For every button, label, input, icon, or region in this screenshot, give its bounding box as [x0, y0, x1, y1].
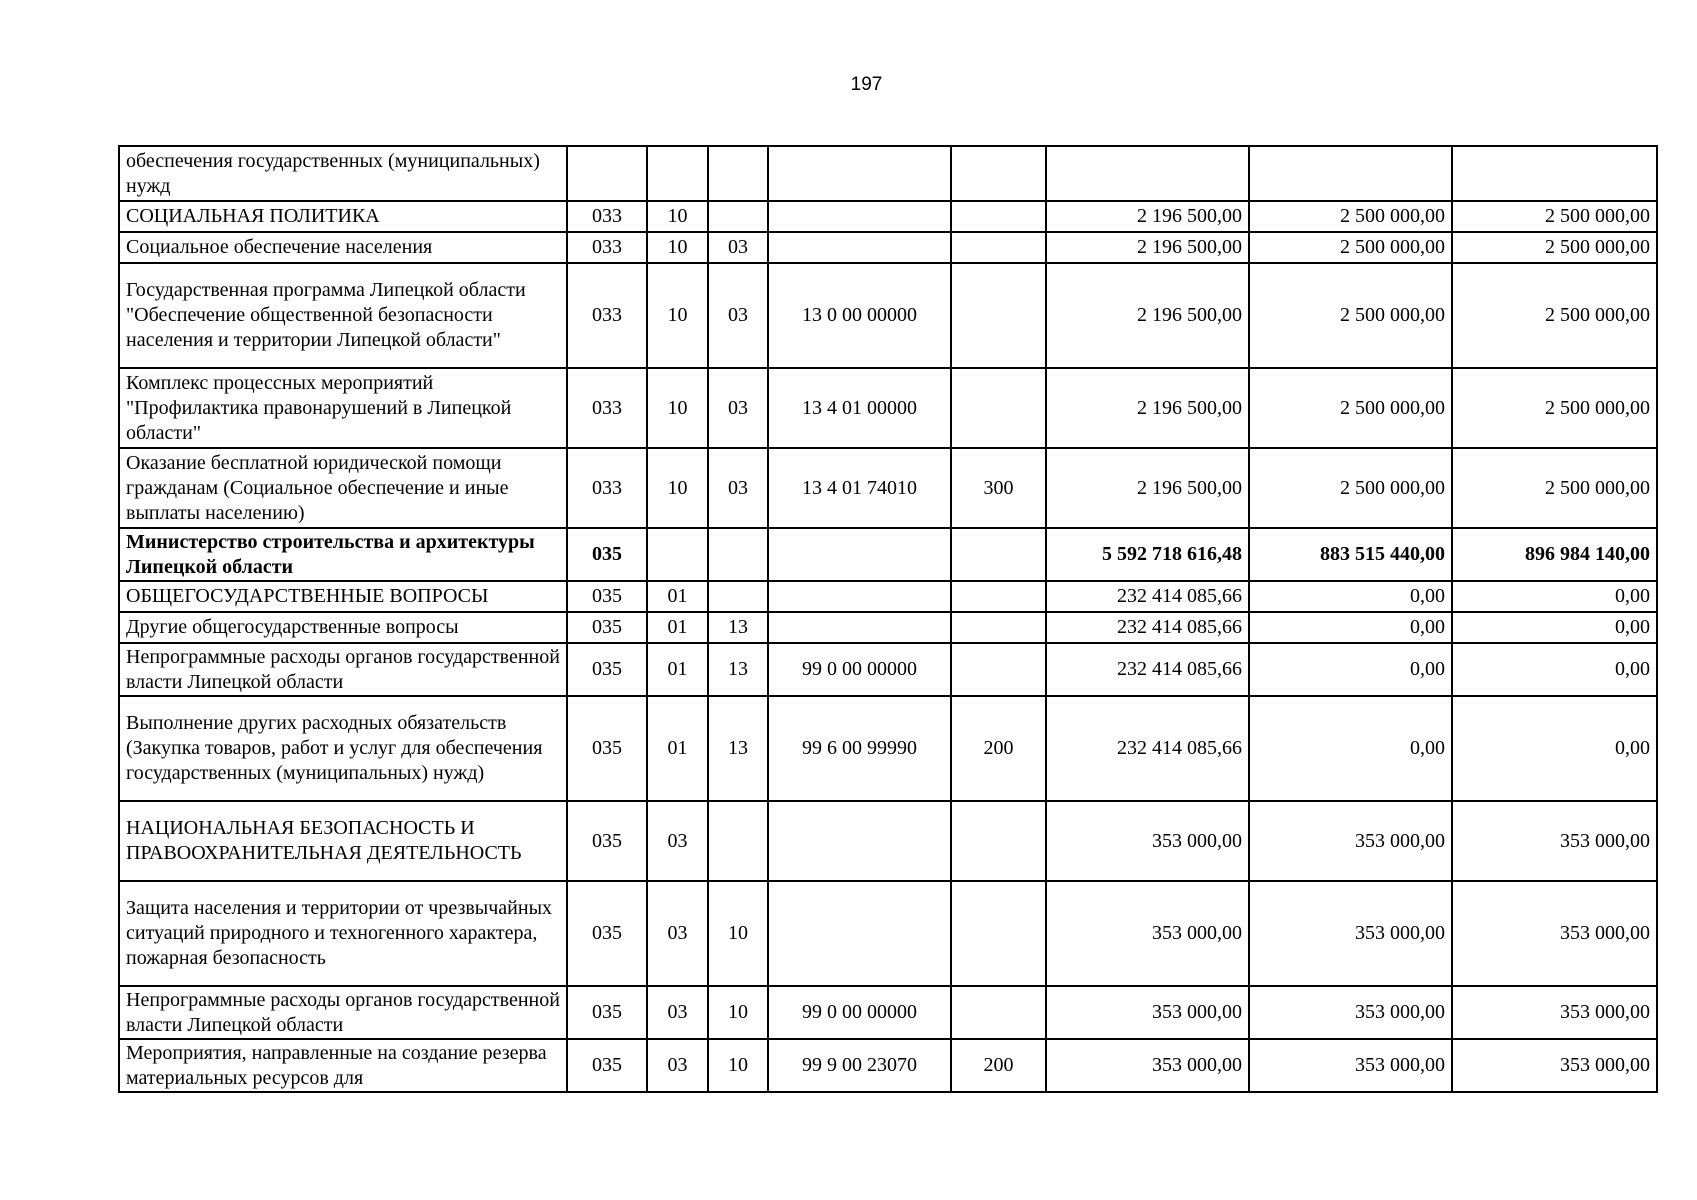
table-row	[119, 201, 1657, 232]
ministry-code: 035	[567, 1039, 647, 1092]
amount-year-3: 2 500 000,00	[1452, 448, 1657, 528]
section-code: 10	[647, 448, 708, 528]
amount-year-1: 2 196 500,00	[1046, 263, 1249, 368]
section-code	[647, 146, 708, 201]
amount-year-3: 2 500 000,00	[1452, 263, 1657, 368]
table-row	[119, 1039, 1657, 1092]
amount-year-3: 0,00	[1452, 612, 1657, 643]
target-article-code	[768, 801, 951, 881]
row-name: Непрограммные расходы органов государственной власти Липецкой области	[119, 643, 567, 696]
subsection-code: 10	[708, 1039, 768, 1092]
table-row	[119, 986, 1657, 1039]
table-row	[119, 881, 1657, 986]
expense-type-code	[951, 881, 1046, 986]
row-name: НАЦИОНАЛЬНАЯ БЕЗОПАСНОСТЬ И ПРАВООХРАНИТЕЛЬНАЯ ДЕЯТЕЛЬНОСТЬ	[119, 801, 567, 881]
amount-year-2: 0,00	[1249, 581, 1452, 612]
amount-year-2: 353 000,00	[1249, 801, 1452, 881]
expense-type-code	[951, 368, 1046, 448]
table-row	[119, 232, 1657, 263]
amount-year-1: 232 414 085,66	[1046, 612, 1249, 643]
row-name: обеспечения государственных (муниципальных) нужд	[119, 146, 567, 201]
table-row	[119, 696, 1657, 801]
amount-year-3: 0,00	[1452, 696, 1657, 801]
table-row	[119, 146, 1657, 201]
amount-year-3: 2 500 000,00	[1452, 232, 1657, 263]
section-code	[647, 528, 708, 581]
target-article-code: 99 0 00 00000	[768, 643, 951, 696]
ministry-code: 035	[567, 581, 647, 612]
expense-type-code: 300	[951, 448, 1046, 528]
expense-type-code	[951, 528, 1046, 581]
subsection-code: 10	[708, 986, 768, 1039]
section-code: 01	[647, 643, 708, 696]
table-row	[119, 448, 1657, 528]
target-article-code	[768, 612, 951, 643]
expense-type-code	[951, 581, 1046, 612]
ministry-code: 035	[567, 528, 647, 581]
ministry-code: 033	[567, 263, 647, 368]
expense-type-code	[951, 986, 1046, 1039]
table-row	[119, 612, 1657, 643]
ministry-code: 035	[567, 986, 647, 1039]
amount-year-3	[1452, 146, 1657, 201]
expense-type-code	[951, 801, 1046, 881]
target-article-code: 13 4 01 00000	[768, 368, 951, 448]
row-name: Другие общегосударственные вопросы	[119, 612, 567, 643]
target-article-code: 99 0 00 00000	[768, 986, 951, 1039]
table-row	[119, 643, 1657, 696]
row-name: Министерство строительства и архитектуры Липецкой области	[119, 528, 567, 581]
expense-type-code	[951, 643, 1046, 696]
subsection-code	[708, 801, 768, 881]
target-article-code: 99 6 00 99990	[768, 696, 951, 801]
target-article-code	[768, 528, 951, 581]
row-name: Непрограммные расходы органов государственной власти Липецкой области	[119, 986, 567, 1039]
amount-year-2: 0,00	[1249, 643, 1452, 696]
amount-year-2	[1249, 146, 1452, 201]
section-code: 03	[647, 986, 708, 1039]
ministry-code: 035	[567, 643, 647, 696]
amount-year-3: 0,00	[1452, 581, 1657, 612]
amount-year-1: 2 196 500,00	[1046, 232, 1249, 263]
amount-year-1: 2 196 500,00	[1046, 448, 1249, 528]
amount-year-1: 5 592 718 616,48	[1046, 528, 1249, 581]
amount-year-2: 2 500 000,00	[1249, 448, 1452, 528]
amount-year-1: 353 000,00	[1046, 1039, 1249, 1092]
ministry-code: 035	[567, 801, 647, 881]
amount-year-1	[1046, 146, 1249, 201]
expense-type-code	[951, 612, 1046, 643]
subsection-code: 10	[708, 881, 768, 986]
amount-year-1: 2 196 500,00	[1046, 201, 1249, 232]
table-row	[119, 263, 1657, 368]
amount-year-3: 353 000,00	[1452, 1039, 1657, 1092]
target-article-code	[768, 232, 951, 263]
subsection-code: 03	[708, 263, 768, 368]
amount-year-1: 2 196 500,00	[1046, 368, 1249, 448]
table-row	[119, 368, 1657, 448]
target-article-code	[768, 881, 951, 986]
row-name: ОБЩЕГОСУДАРСТВЕННЫЕ ВОПРОСЫ	[119, 581, 567, 612]
target-article-code: 99 9 00 23070	[768, 1039, 951, 1092]
section-code: 10	[647, 232, 708, 263]
target-article-code	[768, 201, 951, 232]
table-row	[119, 528, 1657, 581]
amount-year-2: 883 515 440,00	[1249, 528, 1452, 581]
subsection-code	[708, 146, 768, 201]
subsection-code: 13	[708, 612, 768, 643]
amount-year-2: 353 000,00	[1249, 1039, 1452, 1092]
section-code: 01	[647, 612, 708, 643]
amount-year-2: 0,00	[1249, 612, 1452, 643]
amount-year-1: 353 000,00	[1046, 881, 1249, 986]
ministry-code: 035	[567, 612, 647, 643]
subsection-code: 13	[708, 643, 768, 696]
amount-year-1: 353 000,00	[1046, 986, 1249, 1039]
subsection-code: 03	[708, 232, 768, 263]
amount-year-2: 0,00	[1249, 696, 1452, 801]
amount-year-2: 2 500 000,00	[1249, 232, 1452, 263]
expense-type-code	[951, 232, 1046, 263]
page-number: 197	[850, 74, 883, 95]
target-article-code	[768, 581, 951, 612]
expense-type-code	[951, 263, 1046, 368]
budget-table	[118, 145, 1658, 1093]
amount-year-1: 232 414 085,66	[1046, 643, 1249, 696]
amount-year-2: 2 500 000,00	[1249, 263, 1452, 368]
amount-year-3: 353 000,00	[1452, 801, 1657, 881]
expense-type-code	[951, 201, 1046, 232]
ministry-code: 033	[567, 232, 647, 263]
amount-year-3: 2 500 000,00	[1452, 368, 1657, 448]
amount-year-3: 2 500 000,00	[1452, 201, 1657, 232]
row-name: Защита населения и территории от чрезвычайных ситуаций природного и техногенного характера, пожарная безопасность	[119, 881, 567, 986]
section-code: 01	[647, 696, 708, 801]
row-name: СОЦИАЛЬНАЯ ПОЛИТИКА	[119, 201, 567, 232]
section-code: 10	[647, 201, 708, 232]
amount-year-1: 232 414 085,66	[1046, 581, 1249, 612]
amount-year-2: 353 000,00	[1249, 881, 1452, 986]
section-code: 10	[647, 263, 708, 368]
expense-type-code	[951, 146, 1046, 201]
target-article-code: 13 4 01 74010	[768, 448, 951, 528]
row-name: Мероприятия, направленные на создание резерва материальных ресурсов для	[119, 1039, 567, 1092]
amount-year-3: 896 984 140,00	[1452, 528, 1657, 581]
amount-year-2: 2 500 000,00	[1249, 368, 1452, 448]
target-article-code	[768, 146, 951, 201]
amount-year-3: 0,00	[1452, 643, 1657, 696]
row-name: Комплекс процессных мероприятий "Профилактика правонарушений в Липецкой области"	[119, 368, 567, 448]
ministry-code: 033	[567, 201, 647, 232]
subsection-code: 03	[708, 448, 768, 528]
amount-year-3: 353 000,00	[1452, 881, 1657, 986]
ministry-code	[567, 146, 647, 201]
section-code: 03	[647, 801, 708, 881]
amount-year-2: 353 000,00	[1249, 986, 1452, 1039]
target-article-code: 13 0 00 00000	[768, 263, 951, 368]
subsection-code	[708, 528, 768, 581]
section-code: 03	[647, 881, 708, 986]
ministry-code: 033	[567, 368, 647, 448]
ministry-code: 035	[567, 696, 647, 801]
ministry-code: 035	[567, 881, 647, 986]
section-code: 03	[647, 1039, 708, 1092]
table-body	[119, 146, 1657, 1092]
table-row	[119, 581, 1657, 612]
row-name: Оказание бесплатной юридической помощи гражданам (Социальное обеспечение и иные выплаты населению)	[119, 448, 567, 528]
amount-year-3: 353 000,00	[1452, 986, 1657, 1039]
subsection-code	[708, 201, 768, 232]
row-name: Социальное обеспечение населения	[119, 232, 567, 263]
section-code: 01	[647, 581, 708, 612]
section-code: 10	[647, 368, 708, 448]
subsection-code: 03	[708, 368, 768, 448]
row-name: Выполнение других расходных обязательств (Закупка товаров, работ и услуг для обеспечения государственных (муниципальных) нужд)	[119, 696, 567, 801]
expense-type-code: 200	[951, 1039, 1046, 1092]
expense-type-code: 200	[951, 696, 1046, 801]
amount-year-2: 2 500 000,00	[1249, 201, 1452, 232]
amount-year-1: 353 000,00	[1046, 801, 1249, 881]
subsection-code	[708, 581, 768, 612]
table-row	[119, 801, 1657, 881]
subsection-code: 13	[708, 696, 768, 801]
amount-year-1: 232 414 085,66	[1046, 696, 1249, 801]
ministry-code: 033	[567, 448, 647, 528]
row-name: Государственная программа Липецкой области "Обеспечение общественной безопасности населения и территории Липецкой области"	[119, 263, 567, 368]
